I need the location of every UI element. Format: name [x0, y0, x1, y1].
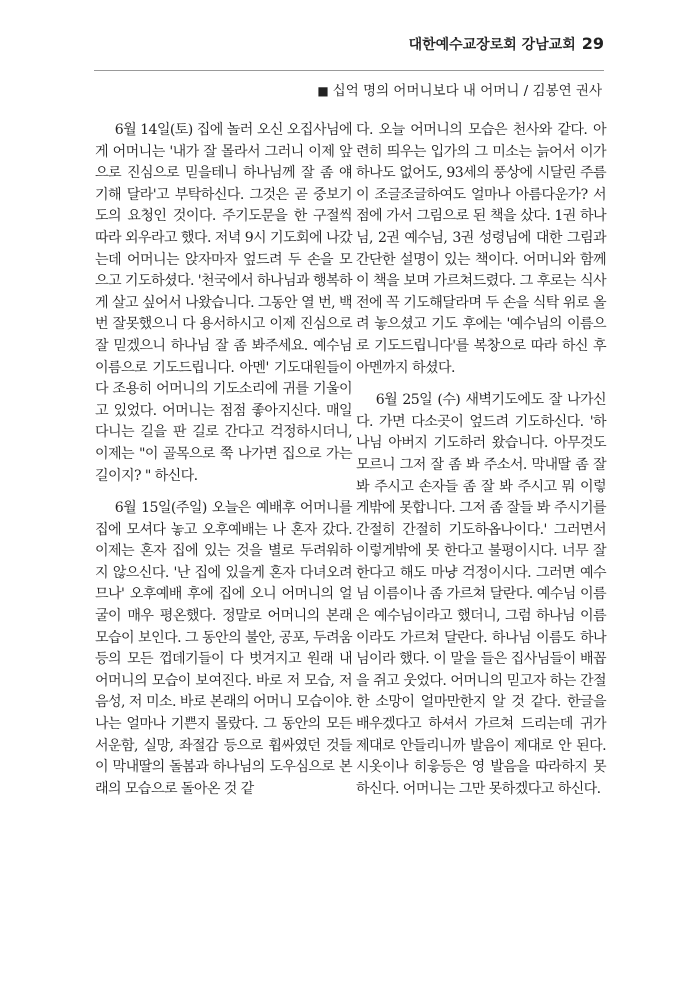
- church-name: 대한예수교장로회 강남교회: [408, 37, 576, 53]
- page-number: 29: [581, 34, 604, 53]
- article-title-author: 십억 명의 어머니보다 내 어머니 / 김봉연 권사: [332, 83, 602, 99]
- left-column: [95, 120, 352, 811]
- paragraph: 6월 14일(토) 집에 놀러 오신 오집사님에게 어머니는 '내가 잘 몰라서 그러니 이제 앞으로 진심으로 믿을테니 하나님께 잘 좀 얘기해 달라'고 부탁하신다. 그것은 곧 중보기도의 요청인 것이다. 주기도문을 한 구절씩 따라 외우라고 했다. 저녁 9시 기도회에 나갔는데 어머니는 앉자마자 엎드려 두 손을 모으고 기도하셨다. '천국에서 하나님과 행복하게 살고 싶어서 나왔습니다. 그동안 열 번, 백 번 잘못했으니 다 용서하시고 이제 진심으로 잘 믿겠으니 하나님 잘 좀 봐주세요. 예수님 이름으로 기도드립니다. 아멘' 기도대원들이 다 조용히 어머니의 기도소리에 귀를 기울이고 있었다. 어머니는 점점 좋아지신다. 매일 다니는 길을 판 길로 간다고 걱정하시더니, 이제는 "이 골목으로 쭉 나가면 집으로 가는 길이지? " 하신다.: [95, 122, 352, 484]
- page-header: [409, 34, 604, 54]
- article-subtitle: [317, 79, 602, 99]
- paragraph: 6월 15일(주일) 오늘은 예배후 어머니를 집에 모셔다 놓고 오후예배는 나 혼자 갔다. 이제는 혼자 집에 있는 것을 별로 두려워하지 않으신다. '난 집에 있을게 혼자 다녀오려므나' 오후예배 후에 집에 오니 어머니의 얼굴이 매우 평온했다. 정말로 어머니의 본래 모습이 보인다. 그 동안의 불안, 공포, 두려움 등의 모든 껍데기들이 다 벗겨지고 원래 내 어머니의 모습이 보여진다. 바로 저 모습, 저 음성, 저 미소. 바로 본래의 어머니 모습이야. 나는 얼마나 기쁜지 몰랐다. 그 동안의 모든 서운함, 실망, 좌절감 등으로 휩싸였던 것들이 막내딸의 돌봄과 하나님의 도우심으로 본래의 모습으로 돌아온 것 같: [95, 500, 352, 797]
- paragraph: 6월 25일 (수) 새벽기도에도 잘 나가신다. 가면 다소곳이 엎드려 기도하신다. '하나님 아버지 기도하러 왔습니다. 아무것도 모르니 그저 잘 좀 봐 주소서. 막내딸 좀 잘 봐 주시고 손자들 좀 잘 봐 주시고 뭐 이렇게밖에 못합니다. 그저 좀 잘들 봐 주시기를 간절히 간절히 기도하옵나이다.' 그러면서 이렇게밖에 못 한다고 불평이시다. 너무 잘한다고 해도 마냥 걱정이시다. 그러면 예수님 이름이나 좀 가르쳐 달란다. 예수님 이름은 예수님이라고 했더니, 그럼 하나님 이름이라도 가르쳐 달란다. 하나님 이름도 하나님이라 했다. 이 말을 들은 집사님들이 배꼽을 쥐고 웃었다. 어머니의 믿고자 하는 간절한 소망이 얼마만한지 알 것 같다. 한글을 배우겠다고 하셔서 가르쳐 드리는데 귀가 제대로 안들리니까 발음이 제대로 안 된다. 시옷이나 히읗등은 영 발음을 따라하지 못하신다. 어머니는 그만 못하겠다고 하신다.: [356, 392, 606, 797]
- right-column: [356, 120, 606, 811]
- square-bullet-icon: ■: [317, 84, 329, 98]
- header-divider: [94, 70, 604, 71]
- paragraph: 다. 오늘 어머니의 모습은 천사와 같다. 아련히 띄우는 입가의 그 미소는 늙어서 이가 하나도 없어도, 93세의 풍상에 시달린 주름이 조글조글하여도 얼마나 아름다운가? 서점에 가서 그림으로 된 책을 샀다. 1권 하나님, 2권 예수님, 3권 성령님에 대한 그림과 간단한 설명이 있는 책이다. 어머니와 함께 이 책을 보며 가르쳐드렸다. 그 후로는 식사 전에 꼭 기도해달라며 두 손을 식탁 위로 올려 놓으셨고 기도 후에는 '예수님의 이름으로 기도드립니다'를 복창으로 따라 하신 후 아멘까지 하셨다.: [356, 122, 606, 376]
